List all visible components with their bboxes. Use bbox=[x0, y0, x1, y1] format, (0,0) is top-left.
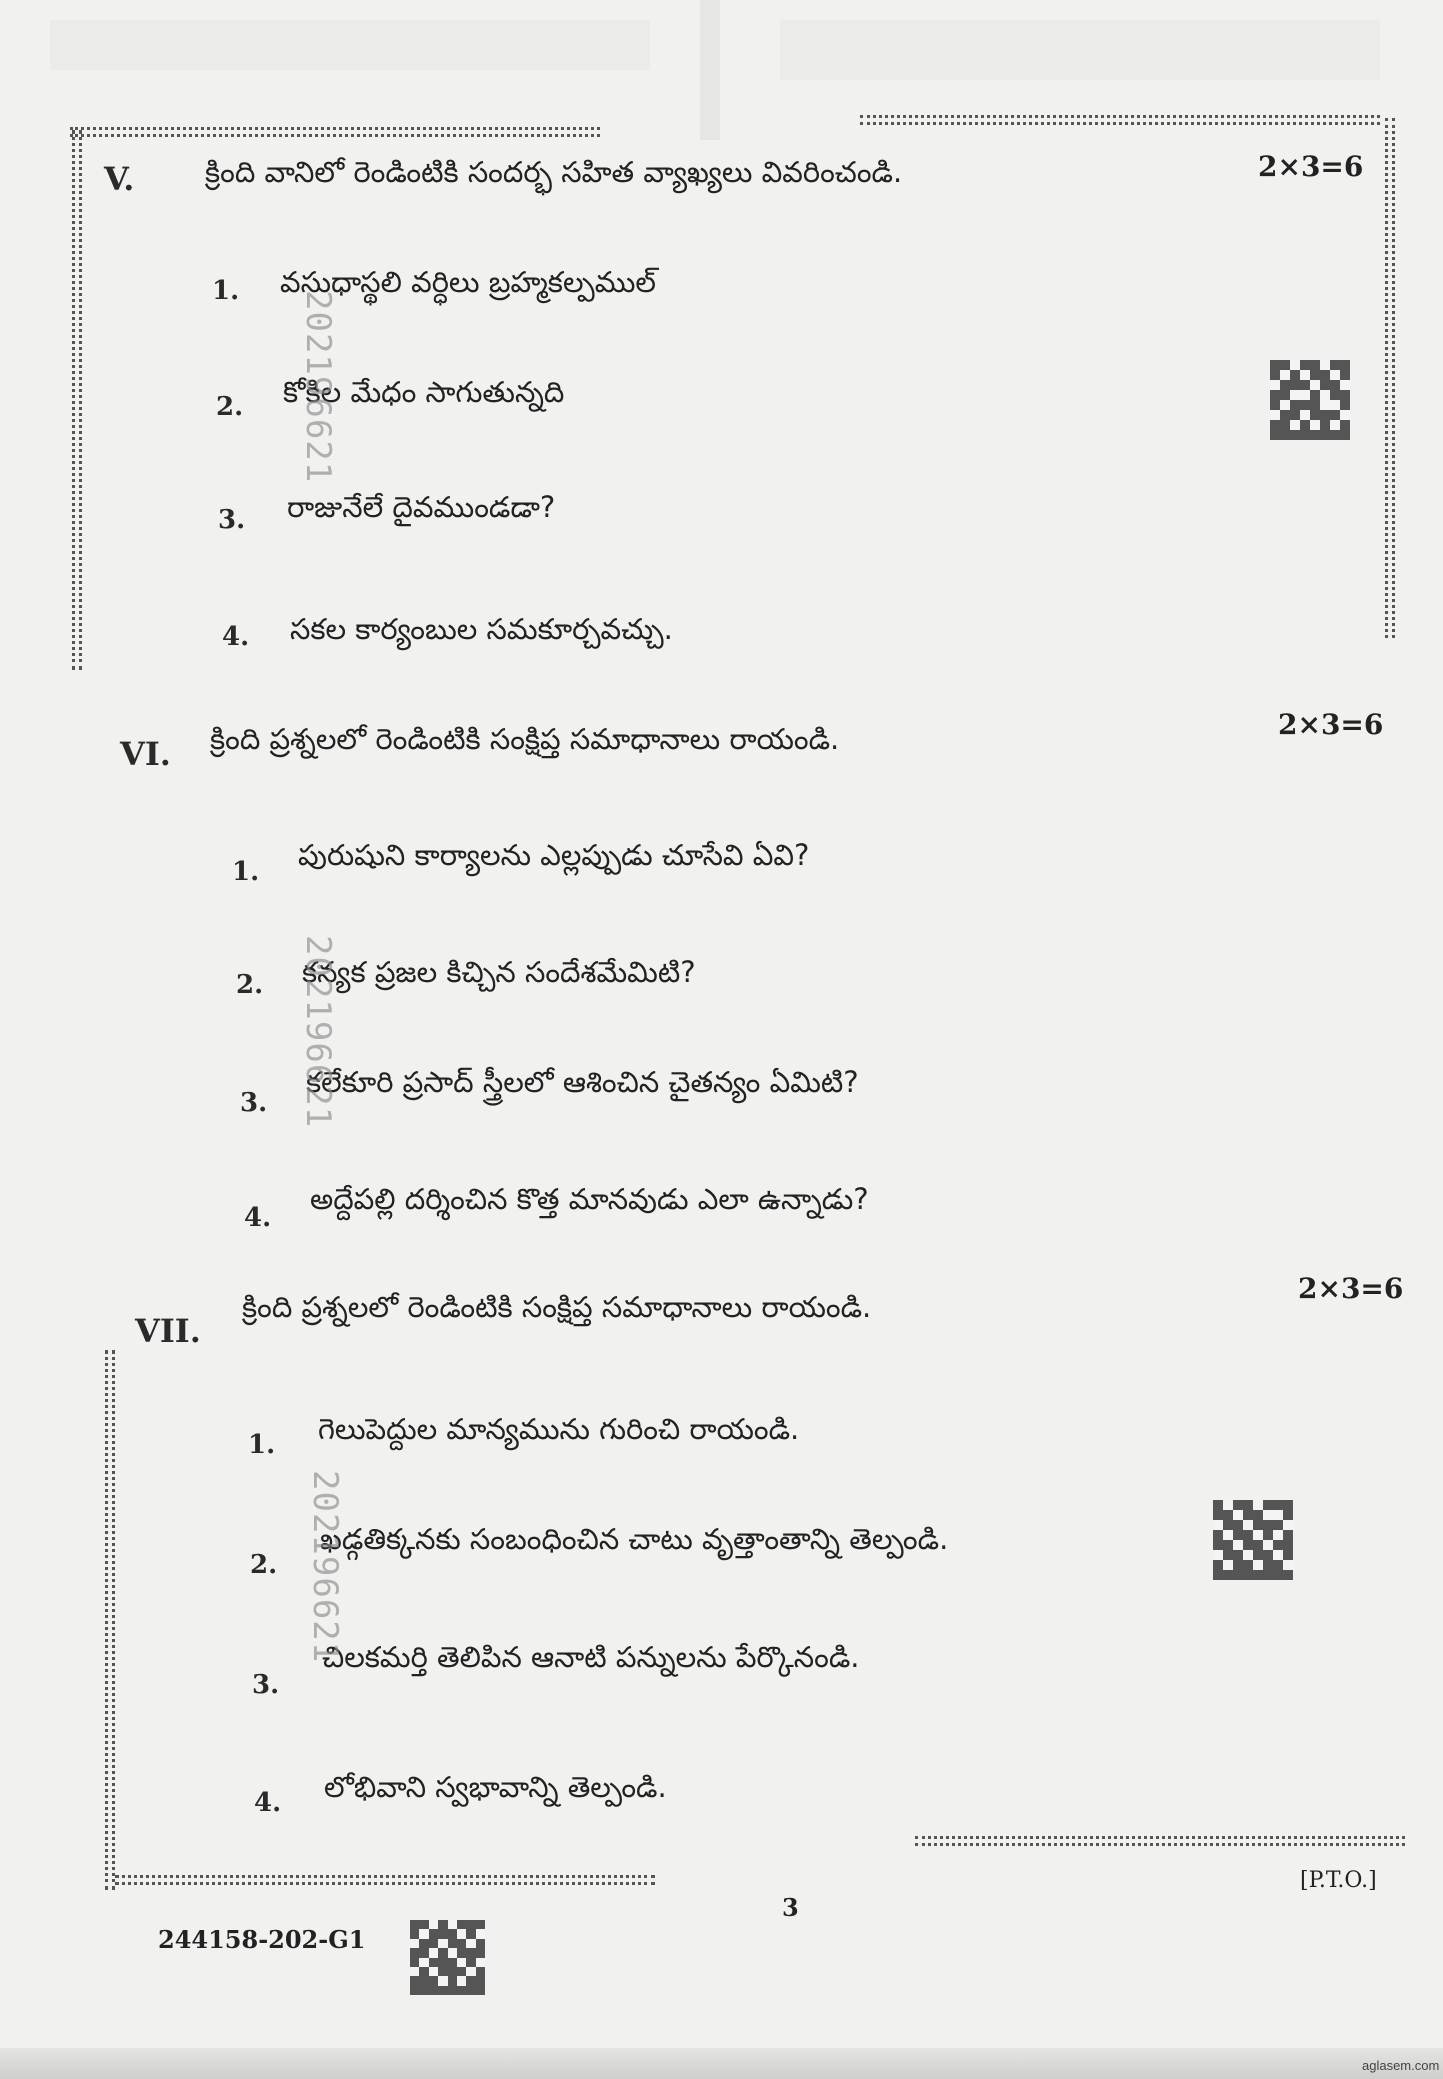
section-v-q2-number: 2. bbox=[216, 392, 244, 422]
section-vii-number: VII. bbox=[135, 1312, 201, 1350]
section-v-q1-text: వసుధాస్థలి వర్ధిలు బ్రహ్మకల్పముల్ bbox=[280, 265, 656, 299]
qr-code bbox=[1213, 1500, 1293, 1580]
scan-edge bbox=[0, 2048, 1443, 2079]
watermark-serial: 202196621 bbox=[305, 1470, 345, 1664]
bleed-through-shade bbox=[700, 0, 720, 140]
bleed-through-shade bbox=[780, 20, 1380, 80]
section-vii-q3-text: చిలకమర్తి తెలిపిన ఆనాటి పన్నులను పేర్కొనండి. bbox=[322, 1640, 860, 1674]
section-vii-q4-text: లోభివాని స్వభావాన్ని తెల్పండి. bbox=[324, 1770, 667, 1804]
page-number: 3 bbox=[782, 1893, 799, 1922]
section-vii-q2-text: ఖడ్గతిక్కనకు సంబంధించిన చాటు వృత్తాంతాన్ని తెల్పండి. bbox=[320, 1522, 949, 1556]
section-vi-q4-number: 4. bbox=[244, 1203, 272, 1233]
section-vi-q3-number: 3. bbox=[240, 1088, 268, 1118]
section-v-number: V. bbox=[104, 160, 135, 198]
section-vii-q4-number: 4. bbox=[254, 1788, 282, 1818]
pto-label: [P.T.O.] bbox=[1300, 1868, 1377, 1893]
section-vi-q2-text: కన్యక ప్రజల కిచ్చిన సందేశమేమిటి? bbox=[302, 955, 696, 989]
section-v-q3-number: 3. bbox=[218, 505, 246, 535]
section-vi-q3-text: కలేకూరి ప్రసాద్ స్త్రీలలో ఆశించిన చైతన్యం ఏమిటి? bbox=[306, 1065, 859, 1099]
section-vii-q1-text: గెలుపెద్దుల మాన్యమును గురించి రాయండి. bbox=[318, 1412, 800, 1446]
section-v-marks: 2×3=6 bbox=[1258, 150, 1364, 183]
section-vi-marks: 2×3=6 bbox=[1278, 708, 1384, 741]
dotted-border-right-upper bbox=[1385, 118, 1395, 638]
section-v-q3-text: రాజునేలే దైవముండడా? bbox=[287, 490, 556, 524]
section-v-q2-text: కోకిల మేధం సాగుతున్నది bbox=[283, 375, 565, 409]
dotted-border-top-left bbox=[70, 127, 600, 137]
dotted-border-bottom-left bbox=[115, 1875, 655, 1885]
paper-code: 244158-202-G1 bbox=[158, 1925, 366, 1954]
section-vi-q1-text: పురుషుని కార్యాలను ఎల్లప్పుడు చూసేవి ఏవి? bbox=[298, 838, 810, 872]
section-vii-title: క్రింది ప్రశ్నలలో రెండింటికి సంక్షిప్త సమాధానాలు రాయండి. bbox=[242, 1290, 872, 1324]
section-vii-q3-number: 3. bbox=[252, 1670, 280, 1700]
dotted-border-left-upper bbox=[72, 130, 82, 670]
bleed-through-shade bbox=[50, 20, 650, 70]
section-v-title: క్రింది వానిలో రెండింటికి సందర్భ సహిత వ్యాఖ్యలు వివరించండి. bbox=[205, 155, 903, 189]
section-vii-marks: 2×3=6 bbox=[1298, 1272, 1404, 1305]
section-v-q4-number: 4. bbox=[222, 622, 250, 652]
section-vi-number: VI. bbox=[120, 735, 171, 773]
watermark-serial: 202196621 bbox=[298, 935, 338, 1129]
section-vi-q4-text: అద్దేపల్లి దర్శించిన కొత్త మానవుడు ఎలా ఉన్నాడు? bbox=[310, 1182, 869, 1216]
section-v-q4-text: సకల కార్యంబుల సమకూర్చవచ్చు. bbox=[290, 612, 673, 646]
section-vi-title: క్రింది ప్రశ్నలలో రెండింటికి సంక్షిప్త సమాధానాలు రాయండి. bbox=[210, 722, 840, 756]
section-v-q1-number: 1. bbox=[212, 276, 240, 306]
dotted-border-bottom-right bbox=[915, 1836, 1405, 1846]
watermark-serial: 202196621 bbox=[298, 290, 338, 484]
section-vii-q2-number: 2. bbox=[250, 1550, 278, 1580]
section-vi-q1-number: 1. bbox=[232, 857, 260, 887]
qr-code bbox=[1270, 360, 1350, 440]
section-vii-q1-number: 1. bbox=[248, 1430, 276, 1460]
section-vi-q2-number: 2. bbox=[236, 970, 264, 1000]
dotted-border-top-right bbox=[860, 115, 1380, 125]
dotted-border-left-lower bbox=[105, 1350, 115, 1890]
site-watermark: aglasem.com bbox=[1362, 2058, 1440, 2073]
qr-code bbox=[410, 1920, 485, 1995]
